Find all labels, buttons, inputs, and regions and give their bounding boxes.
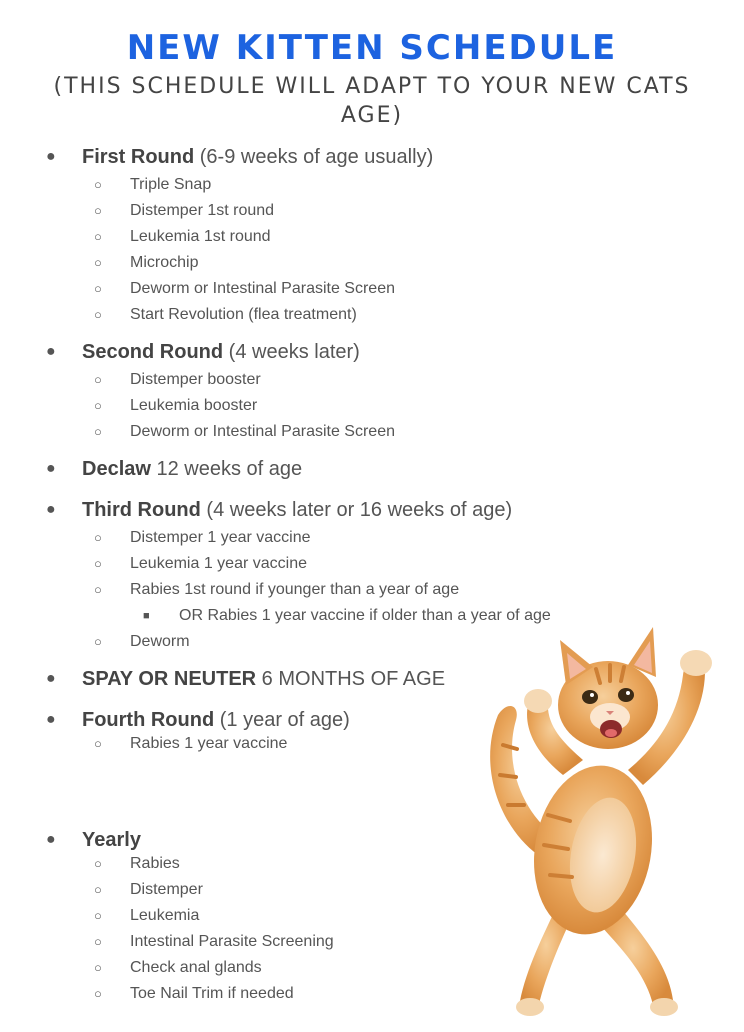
bullet-icon: ○: [94, 281, 102, 296]
bullet-icon: ○: [94, 255, 102, 270]
bullet-icon: ●: [46, 831, 56, 848]
bullet-icon: ■: [143, 610, 150, 622]
bullet-icon: ○: [94, 908, 102, 923]
orange-kitten-illustration: [468, 605, 738, 1025]
section-heading: First Round: [82, 146, 195, 168]
section-heading: Second Round: [82, 341, 224, 363]
bullet-icon: ○: [94, 229, 102, 244]
bullet-icon: ○: [94, 530, 102, 545]
bullet-icon: ○: [94, 372, 102, 387]
bullet-icon: ○: [94, 556, 102, 571]
section-detail: 12 weeks of age: [150, 458, 303, 480]
bullet-icon: ○: [94, 203, 102, 218]
bullet-icon: ○: [94, 634, 102, 649]
bullet-icon: ○: [94, 177, 102, 192]
section-heading: Yearly: [82, 829, 141, 851]
bullet-icon: ●: [46, 711, 56, 728]
section-detail: 6 MONTHS OF AGE: [256, 668, 446, 690]
bullet-icon: ○: [94, 934, 102, 949]
bullet-icon: ●: [46, 460, 56, 477]
bullet-icon: ○: [94, 856, 102, 871]
section-heading: Third Round: [82, 499, 201, 521]
section-heading: Declaw: [82, 458, 151, 480]
section-detail: (4 weeks later or 16 weeks of age): [200, 499, 513, 521]
bullet-icon: ○: [94, 882, 102, 897]
bullet-icon: ○: [94, 960, 102, 975]
bullet-icon: ○: [94, 424, 102, 439]
section-detail: (4 weeks later): [223, 341, 360, 363]
bullet-icon: ○: [94, 582, 102, 597]
section-detail: (1 year of age): [214, 709, 350, 731]
section-heading: Fourth Round: [82, 709, 215, 731]
bullet-icon: ●: [46, 343, 56, 360]
page-title: NEW KITTEN SCHEDULE: [126, 28, 618, 68]
section-heading: SPAY OR NEUTER: [82, 668, 257, 690]
bullet-icon: ●: [46, 670, 56, 687]
bullet-icon: ○: [94, 986, 102, 1001]
bullet-icon: ○: [94, 736, 102, 751]
bullet-icon: ○: [94, 398, 102, 413]
section-detail: (6-9 weeks of age usually): [194, 146, 434, 168]
page-subtitle: (THIS SCHEDULE WILL ADAPT TO YOUR NEW CATS AGE): [53, 74, 691, 128]
bullet-icon: ○: [94, 307, 102, 322]
bullet-icon: ●: [46, 501, 56, 518]
bullet-icon: ●: [46, 148, 56, 165]
